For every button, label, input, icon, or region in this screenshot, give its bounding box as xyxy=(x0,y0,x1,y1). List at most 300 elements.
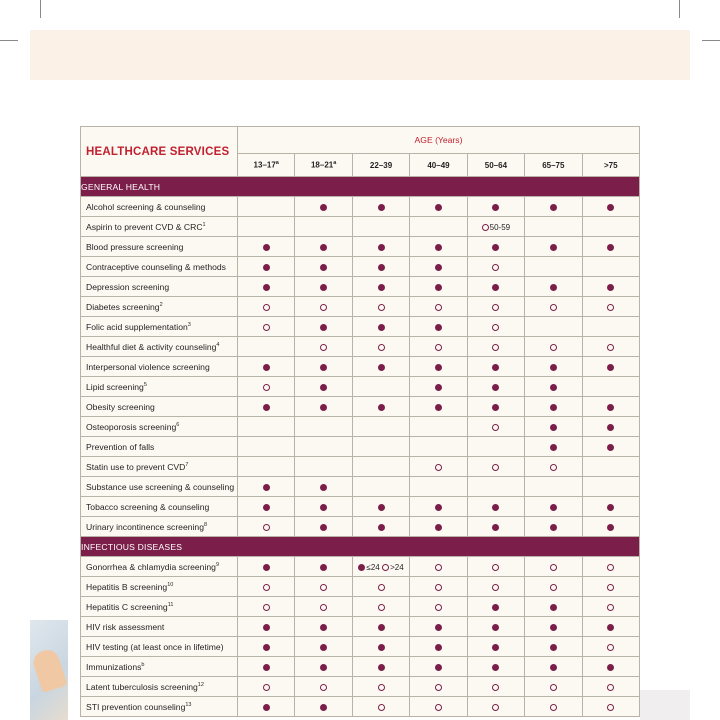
age-cell xyxy=(467,437,524,457)
age-cell xyxy=(295,597,352,617)
conditional-ring xyxy=(435,684,442,691)
age-cell xyxy=(467,457,524,477)
age-cell xyxy=(352,277,409,297)
service-label: Tobacco screening & counseling xyxy=(86,501,210,512)
conditional-ring xyxy=(382,564,389,571)
service-label: Hepatitis C screening xyxy=(86,601,168,612)
age-cell xyxy=(410,577,467,597)
service-label: HIV testing (at least once in lifetime) xyxy=(86,641,224,652)
age-cell xyxy=(238,497,295,517)
age-cell xyxy=(295,217,352,237)
cell-note: ≤24 xyxy=(366,562,380,572)
service-footnote: b xyxy=(141,661,145,668)
table-row xyxy=(81,197,640,217)
age-cell xyxy=(295,257,352,277)
age-header: AGE (Years) xyxy=(238,127,640,154)
service-label: Urinary incontinence screening xyxy=(86,521,204,532)
section-header-row xyxy=(81,177,640,197)
conditional-ring xyxy=(550,564,557,571)
age-cell xyxy=(467,217,524,237)
service-label: Blood pressure screening xyxy=(86,241,184,252)
service-label: Aspirin to prevent CVD & CRC xyxy=(86,221,203,232)
age-cell xyxy=(525,637,582,657)
service-label: Prevention of falls xyxy=(86,441,155,452)
recommended-dot xyxy=(435,264,442,271)
age-cell xyxy=(582,657,639,677)
age-column-header xyxy=(467,154,524,177)
table-row xyxy=(81,617,640,637)
conditional-ring xyxy=(492,684,499,691)
service-cell xyxy=(81,497,238,517)
age-cell xyxy=(295,277,352,297)
service-cell xyxy=(81,657,238,677)
conditional-ring xyxy=(482,224,489,231)
age-cell xyxy=(582,357,639,377)
service-cell xyxy=(81,677,238,697)
recommended-dot xyxy=(320,644,327,651)
age-cell xyxy=(238,657,295,677)
age-cell xyxy=(238,457,295,477)
conditional-ring xyxy=(320,344,327,351)
age-cell xyxy=(238,517,295,537)
recommended-dot xyxy=(492,284,499,291)
recommended-dot xyxy=(435,664,442,671)
service-footnote: 3 xyxy=(187,321,191,328)
screening-table xyxy=(80,126,640,717)
recommended-dot xyxy=(492,644,499,651)
service-cell xyxy=(81,337,238,357)
table-row xyxy=(81,457,640,477)
recommended-dot xyxy=(435,324,442,331)
table-row xyxy=(81,597,640,617)
age-cell xyxy=(410,317,467,337)
conditional-ring xyxy=(263,324,270,331)
age-cell xyxy=(238,697,295,717)
recommended-dot xyxy=(435,624,442,631)
age-cell xyxy=(352,477,409,497)
age-cell xyxy=(352,437,409,457)
age-cell xyxy=(467,397,524,417)
conditional-ring xyxy=(492,264,499,271)
recommended-dot xyxy=(492,244,499,251)
conditional-ring xyxy=(607,644,614,651)
recommended-dot xyxy=(358,564,365,571)
age-cell xyxy=(582,517,639,537)
table-row xyxy=(81,637,640,657)
service-footnote: 9 xyxy=(215,561,219,568)
recommended-dot xyxy=(492,364,499,371)
recommended-dot xyxy=(263,244,270,251)
age-column-header xyxy=(352,154,409,177)
age-cell xyxy=(525,237,582,257)
age-cell xyxy=(352,657,409,677)
service-footnote: 10 xyxy=(167,581,174,588)
service-label: STI prevention counseling xyxy=(86,701,186,712)
recommended-dot xyxy=(263,484,270,491)
recommended-dot xyxy=(263,644,270,651)
service-footnote: 7 xyxy=(185,461,189,468)
service-cell xyxy=(81,597,238,617)
service-label: Contraceptive counseling & methods xyxy=(86,261,226,272)
recommended-dot xyxy=(607,204,614,211)
age-cell xyxy=(525,437,582,457)
table-row xyxy=(81,417,640,437)
recommended-dot xyxy=(378,504,385,511)
age-cell xyxy=(467,677,524,697)
service-cell xyxy=(81,637,238,657)
table-row xyxy=(81,437,640,457)
age-cell xyxy=(238,437,295,457)
conditional-ring xyxy=(263,384,270,391)
conditional-ring xyxy=(263,584,270,591)
service-footnote: 2 xyxy=(159,301,163,308)
age-cell xyxy=(410,457,467,477)
recommended-dot xyxy=(378,324,385,331)
age-cell xyxy=(352,417,409,437)
age-cell xyxy=(295,437,352,457)
recommended-dot xyxy=(435,504,442,511)
recommended-dot xyxy=(320,384,327,391)
age-cell xyxy=(352,257,409,277)
age-cell xyxy=(582,277,639,297)
age-cell xyxy=(295,517,352,537)
age-cell xyxy=(467,337,524,357)
table-body xyxy=(81,177,640,717)
age-cell xyxy=(238,297,295,317)
age-cell xyxy=(238,477,295,497)
cell-note: 50-59 xyxy=(489,222,511,232)
age-cell xyxy=(352,457,409,477)
age-cell xyxy=(582,557,639,577)
conditional-ring xyxy=(607,584,614,591)
service-cell xyxy=(81,517,238,537)
recommended-dot xyxy=(263,624,270,631)
service-cell xyxy=(81,377,238,397)
age-cell xyxy=(238,277,295,297)
age-cell xyxy=(467,497,524,517)
recommended-dot xyxy=(550,364,557,371)
conditional-ring xyxy=(435,704,442,711)
age-cell xyxy=(352,557,409,577)
age-cell xyxy=(410,637,467,657)
age-cell xyxy=(525,297,582,317)
conditional-ring xyxy=(435,604,442,611)
age-cell xyxy=(410,517,467,537)
age-cell xyxy=(467,697,524,717)
recommended-dot xyxy=(263,364,270,371)
age-cell xyxy=(582,597,639,617)
age-column-header xyxy=(582,154,639,177)
age-cell xyxy=(352,317,409,337)
age-column-header xyxy=(410,154,467,177)
conditional-ring xyxy=(492,704,499,711)
age-cell xyxy=(352,377,409,397)
recommended-dot xyxy=(550,404,557,411)
recommended-dot xyxy=(378,404,385,411)
service-cell xyxy=(81,197,238,217)
table-row xyxy=(81,317,640,337)
table-row xyxy=(81,477,640,497)
table-row xyxy=(81,237,640,257)
service-label: Obesity screening xyxy=(86,401,155,412)
recommended-dot xyxy=(550,284,557,291)
service-cell xyxy=(81,457,238,477)
conditional-ring xyxy=(550,704,557,711)
conditional-ring xyxy=(378,584,385,591)
age-cell xyxy=(238,377,295,397)
age-cell xyxy=(410,557,467,577)
age-cell xyxy=(467,297,524,317)
crop-mark-left xyxy=(0,40,18,41)
service-cell xyxy=(81,297,238,317)
age-cell xyxy=(525,397,582,417)
recommended-dot xyxy=(378,644,385,651)
service-label: Osteoporosis screening xyxy=(86,421,177,432)
recommended-dot xyxy=(320,484,327,491)
recommended-dot xyxy=(550,644,557,651)
conditional-ring xyxy=(550,304,557,311)
service-label: Healthful diet & activity counseling xyxy=(86,341,217,352)
service-cell xyxy=(81,217,238,237)
service-footnote: 6 xyxy=(176,421,180,428)
age-cell xyxy=(295,617,352,637)
age-cell xyxy=(238,557,295,577)
crop-mark-top-left xyxy=(40,0,41,18)
conditional-ring xyxy=(492,324,499,331)
recommended-dot xyxy=(607,424,614,431)
age-cell xyxy=(525,517,582,537)
conditional-ring xyxy=(550,464,557,471)
recommended-dot xyxy=(263,664,270,671)
service-cell xyxy=(81,397,238,417)
age-cell xyxy=(352,397,409,417)
section-header-row xyxy=(81,537,640,557)
conditional-ring xyxy=(607,304,614,311)
age-cell xyxy=(410,417,467,437)
service-cell xyxy=(81,237,238,257)
age-cell xyxy=(238,197,295,217)
recommended-dot xyxy=(263,284,270,291)
age-cell xyxy=(410,257,467,277)
recommended-dot xyxy=(320,324,327,331)
age-cell xyxy=(352,357,409,377)
recommended-dot xyxy=(320,664,327,671)
age-column-footnote: a xyxy=(333,160,337,167)
age-cell xyxy=(582,237,639,257)
age-cell xyxy=(295,637,352,657)
age-cell xyxy=(410,677,467,697)
service-label: Interpersonal violence screening xyxy=(86,361,210,372)
age-column-footnote: a xyxy=(275,160,279,167)
age-cell xyxy=(525,497,582,517)
recommended-dot xyxy=(263,504,270,511)
age-cell xyxy=(525,337,582,357)
age-cell xyxy=(410,657,467,677)
recommended-dot xyxy=(550,384,557,391)
conditional-ring xyxy=(378,304,385,311)
conditional-ring xyxy=(263,304,270,311)
recommended-dot xyxy=(320,524,327,531)
age-cell xyxy=(410,617,467,637)
recommended-dot xyxy=(492,504,499,511)
age-cell xyxy=(410,197,467,217)
table-row xyxy=(81,357,640,377)
service-cell xyxy=(81,437,238,457)
age-cell xyxy=(352,597,409,617)
age-cell xyxy=(582,197,639,217)
recommended-dot xyxy=(435,204,442,211)
recommended-dot xyxy=(550,204,557,211)
conditional-ring xyxy=(263,684,270,691)
age-cell xyxy=(410,477,467,497)
recommended-dot xyxy=(320,504,327,511)
age-cell xyxy=(352,497,409,517)
recommended-dot xyxy=(320,564,327,571)
age-cell xyxy=(410,437,467,457)
age-cell xyxy=(295,237,352,257)
conditional-ring xyxy=(607,344,614,351)
age-cell xyxy=(295,317,352,337)
recommended-dot xyxy=(378,244,385,251)
conditional-ring xyxy=(263,604,270,611)
header-banner xyxy=(30,30,690,80)
conditional-ring xyxy=(435,564,442,571)
age-column-label: 40–49 xyxy=(427,160,450,170)
recommended-dot xyxy=(320,404,327,411)
service-footnote: 4 xyxy=(216,341,220,348)
age-cell xyxy=(238,617,295,637)
table-row xyxy=(81,517,640,537)
age-cell xyxy=(410,337,467,357)
recommended-dot xyxy=(607,444,614,451)
recommended-dot xyxy=(378,204,385,211)
service-cell xyxy=(81,277,238,297)
recommended-dot xyxy=(378,624,385,631)
age-cell xyxy=(238,317,295,337)
age-cell xyxy=(582,677,639,697)
age-cell xyxy=(525,697,582,717)
age-cell xyxy=(525,317,582,337)
service-cell xyxy=(81,477,238,497)
table-row xyxy=(81,217,640,237)
age-cell xyxy=(467,317,524,337)
conditional-ring xyxy=(607,684,614,691)
table-row xyxy=(81,657,640,677)
age-cell xyxy=(295,457,352,477)
age-column-label: >75 xyxy=(603,160,618,170)
age-cell xyxy=(352,617,409,637)
age-cell xyxy=(467,657,524,677)
recommended-dot xyxy=(263,264,270,271)
age-cell xyxy=(410,397,467,417)
service-cell xyxy=(81,357,238,377)
conditional-ring xyxy=(550,344,557,351)
recommended-dot xyxy=(607,284,614,291)
recommended-dot xyxy=(435,284,442,291)
age-cell xyxy=(582,217,639,237)
service-cell xyxy=(81,617,238,637)
recommended-dot xyxy=(435,404,442,411)
age-cell xyxy=(467,417,524,437)
service-footnote: 13 xyxy=(185,701,192,708)
recommended-dot xyxy=(607,244,614,251)
age-cell xyxy=(582,317,639,337)
conditional-ring xyxy=(378,704,385,711)
recommended-dot xyxy=(550,664,557,671)
age-cell xyxy=(238,217,295,237)
age-cell xyxy=(238,577,295,597)
table-row xyxy=(81,257,640,277)
table-row xyxy=(81,697,640,717)
age-cell xyxy=(467,637,524,657)
recommended-dot xyxy=(607,364,614,371)
age-cell xyxy=(352,217,409,237)
age-cell xyxy=(525,197,582,217)
age-cell xyxy=(525,257,582,277)
age-cell xyxy=(238,257,295,277)
age-cell xyxy=(410,277,467,297)
service-header: HEALTHCARE SERVICES xyxy=(81,127,238,177)
recommended-dot xyxy=(492,624,499,631)
age-column-label: 13–17 xyxy=(253,160,276,170)
age-cell xyxy=(352,197,409,217)
table-row xyxy=(81,297,640,317)
age-cell xyxy=(525,217,582,237)
crop-mark-top-right xyxy=(679,0,680,18)
service-footnote: 8 xyxy=(204,521,208,528)
age-cell xyxy=(238,357,295,377)
recommended-dot xyxy=(550,524,557,531)
recommended-dot xyxy=(435,244,442,251)
recommended-dot xyxy=(320,704,327,711)
age-cell xyxy=(295,197,352,217)
age-cell xyxy=(525,477,582,497)
service-label: HIV risk assessment xyxy=(86,621,165,632)
table-row xyxy=(81,497,640,517)
recommended-dot xyxy=(550,244,557,251)
service-label: Folic acid supplementation xyxy=(86,321,188,332)
recommended-dot xyxy=(492,384,499,391)
age-cell xyxy=(582,417,639,437)
age-cell xyxy=(352,237,409,257)
recommended-dot xyxy=(607,504,614,511)
age-cell xyxy=(295,577,352,597)
recommended-dot xyxy=(378,524,385,531)
conditional-ring xyxy=(320,584,327,591)
age-cell xyxy=(525,577,582,597)
conditional-ring xyxy=(320,604,327,611)
service-cell xyxy=(81,697,238,717)
age-cell xyxy=(295,697,352,717)
conditional-ring xyxy=(435,344,442,351)
conditional-ring xyxy=(607,564,614,571)
conditional-ring xyxy=(492,304,499,311)
age-cell xyxy=(467,477,524,497)
conditional-ring xyxy=(492,344,499,351)
recommended-dot xyxy=(492,404,499,411)
service-cell xyxy=(81,257,238,277)
recommended-dot xyxy=(607,624,614,631)
age-cell xyxy=(352,637,409,657)
conditional-ring xyxy=(378,684,385,691)
recommended-dot xyxy=(607,524,614,531)
table-row xyxy=(81,377,640,397)
age-cell xyxy=(582,577,639,597)
age-cell xyxy=(525,277,582,297)
service-label: Gonorrhea & chlamydia screening xyxy=(86,561,216,572)
section-title: INFECTIOUS DISEASES xyxy=(81,537,640,557)
recommended-dot xyxy=(607,664,614,671)
